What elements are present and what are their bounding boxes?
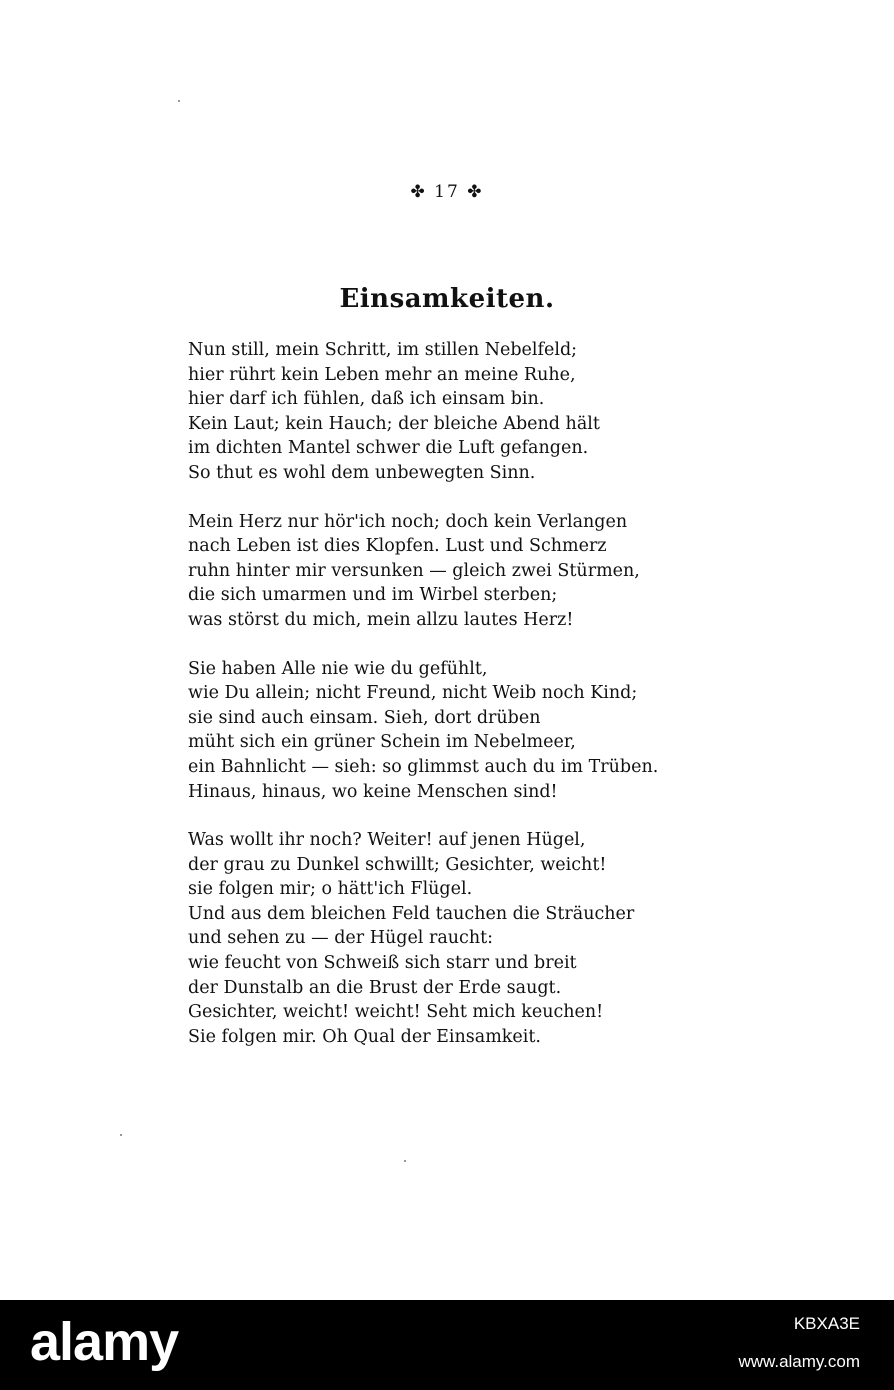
poem-line: Nun still, mein Schritt, im stillen Nebelfeld; [188, 340, 578, 360]
print-speck [178, 100, 180, 102]
poem-line: wie Du allein; nicht Freund, nicht Weib noch Kind; [188, 683, 638, 704]
watermark-footer [0, 1300, 894, 1390]
poem-line: müht sich ein grüner Schein im Nebelmeer, [188, 732, 576, 753]
poem-line: Sie haben Alle nie wie du gefühlt, [188, 658, 488, 679]
poem-line: Hinaus, hinaus, wo keine Menschen sind! [188, 781, 558, 802]
poem-line: ruhn hinter mir versunken — gleich zwei Stürmen, [188, 560, 640, 581]
poem-line: Kein Laut; kein Hauch; der bleiche Abend hält [188, 413, 600, 434]
stanza-1 [188, 338, 688, 486]
poem-line: nach Leben ist dies Klopfen. Lust und Schmerz [188, 536, 607, 557]
poem-line: Was wollt ihr noch? Weiter! auf jenen Hügel, [188, 830, 586, 851]
page-number: ✤ 17 ✤ [410, 182, 484, 202]
poem-line: ein Bahnlicht — sieh: so glimmst auch du im Trüben. [188, 756, 659, 777]
poem-line: wie feucht von Schweiß sich starr und breit [188, 953, 577, 974]
image-id: KBXA3E [793, 1314, 860, 1333]
poem-line: die sich umarmen und im Wirbel sterben; [188, 585, 558, 606]
poem-line: der grau zu Dunkel schwillt; Gesichter, weicht! [188, 854, 607, 875]
poem-line: So thut es wohl dem unbewegten Sinn. [188, 462, 536, 483]
poem-body [188, 338, 688, 1073]
poem-line: sie folgen mir; o hätt'ich Flügel. [188, 879, 473, 900]
poem-line: und sehen zu — der Hügel raucht: [188, 928, 494, 949]
poem-line: Sie folgen mir. Oh Qual der Einsamkeit. [188, 1026, 541, 1047]
poem-line: sie sind auch einsam. Sieh, dort drüben [188, 707, 541, 728]
stanza-2 [188, 510, 688, 633]
poem-line: hier rührt kein Leben mehr an meine Ruhe, [188, 364, 576, 385]
poem-line: der Dunstalb an die Brust der Erde saugt. [188, 977, 562, 998]
poem-line: Und aus dem bleichen Feld tauchen die Sträucher [188, 903, 635, 924]
stanza-3 [188, 657, 688, 805]
poem-line: Mein Herz nur hör'ich noch; doch kein Verlangen [188, 511, 628, 532]
print-speck [404, 1160, 406, 1162]
stanza-4 [188, 828, 688, 1049]
site-url: www.alamy.com [738, 1352, 860, 1371]
poem-line: im dichten Mantel schwer die Luft gefangen. [188, 438, 589, 459]
print-speck [120, 1134, 122, 1136]
poem-line: was störst du mich, mein allzu lautes Herz! [188, 609, 574, 630]
poem-line: Gesichter, weicht! weicht! Seht mich keuchen! [188, 1002, 604, 1023]
alamy-logo: alamy [30, 1312, 179, 1372]
poem-line: hier darf ich fühlen, daß ich einsam bin. [188, 389, 545, 410]
poem-title: Einsamkeiten. [339, 284, 555, 314]
